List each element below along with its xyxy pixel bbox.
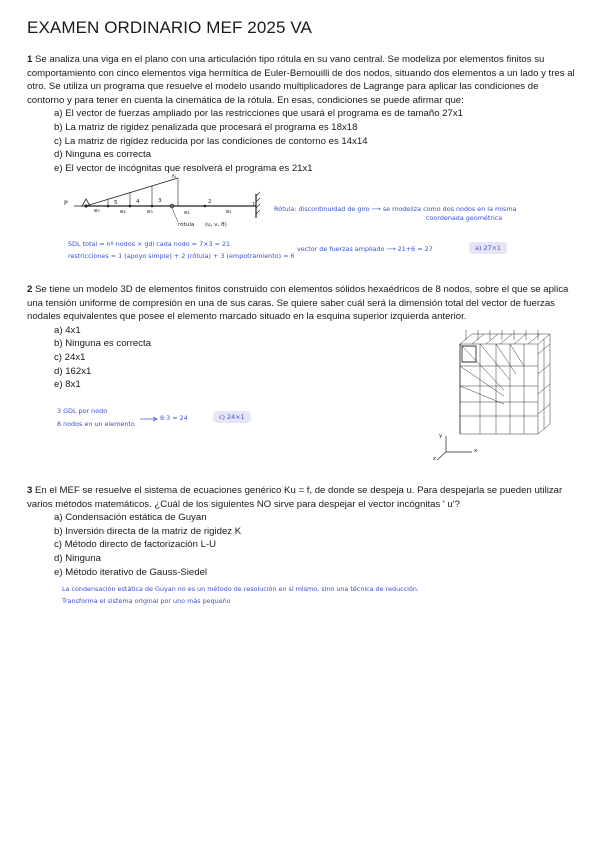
option-c: c) 24x1 xyxy=(54,351,86,363)
option-e: e) 8x1 xyxy=(54,379,81,391)
beam-label-e5: e₅ xyxy=(94,208,100,214)
question-number: 2 xyxy=(27,284,33,295)
hex-mesh-figure xyxy=(438,330,553,440)
note-calc: 8·3 = 24 xyxy=(160,414,188,422)
option-a: a) 4x1 xyxy=(54,324,81,336)
note-gdl-por-nodo: 3 GDL por nodo xyxy=(57,407,108,415)
question-number: 3 xyxy=(27,485,33,496)
option-a: a) El vector de fuerzas ampliado por las restricciones que usará el programa es de tamaño 27x1 xyxy=(54,108,464,120)
beam-node-4: 4 xyxy=(136,199,140,205)
arrow-icon xyxy=(140,416,158,422)
beam-label-f0: f₀ xyxy=(172,174,177,180)
note-rotula-line2: coordenada geométrica xyxy=(426,214,503,222)
question-2-text: 2 Se tiene un modelo 3D de elementos finitos construido con elementos sólidos hexaédricos de 8 nodos, sobre el que se aplica una tensión uniforme de compresión en una de sus caras. Se quiere saber cuál será la dimensión total del vector de fuerzas nodales equivalentes que posee el elemento marcado situado en la esquina superior izquierda anterior. xyxy=(27,284,569,323)
beam-label-rotula: rótula xyxy=(178,222,195,228)
note-restricciones: restricciones = 1 (apoyo simple) + 2 (rótula) + 3 (empotramiento) = 6 xyxy=(68,252,295,260)
question-1 xyxy=(27,53,577,175)
option-d: d) 162x1 xyxy=(54,365,92,377)
beam-node-5: 5 xyxy=(114,200,118,206)
beam-node-2: 2 xyxy=(208,199,212,205)
beam-sketch xyxy=(60,172,270,232)
question-3-options xyxy=(27,511,577,579)
note-guyan-line2: Transforma el sistema original por uno más pequeño xyxy=(62,597,231,605)
option-e: e) El vector de incógnitas que resolverá el programa es 21x1 xyxy=(54,162,313,174)
option-c: c) La matriz de rigidez reducida por las condiciones de contorno es 14x14 xyxy=(54,135,368,147)
beam-label-e4: e₄ xyxy=(120,209,126,215)
option-d: d) Ninguna es correcta xyxy=(54,149,152,161)
axis-z-label: z xyxy=(433,456,436,462)
note-nodos-elemento: 8 nodos en un elemento xyxy=(57,420,135,428)
beam-label-dof: (u, v, θ) xyxy=(205,222,227,228)
option-a: a) Condensación estática de Guyan xyxy=(54,512,207,524)
axis-y-label: y xyxy=(439,433,443,439)
question-3-text: 3 En el MEF se resuelve el sistema de ecuaciones genérico Ku = f, de donde se despeja u. Para despejarla se pueden utilizar varios métodos matemáticos. ¿Cuál de los siguientes NO sirve para despejar el vector incógnitas ' u'? xyxy=(27,485,563,510)
note-rotula-line1: Rótula: discontinuidad de giro ⟶ se modeliza como dos nodos en la misma xyxy=(274,205,517,213)
option-d: d) Ninguna xyxy=(54,552,101,564)
page-title: EXAMEN ORDINARIO MEF 2025 VA xyxy=(27,18,312,37)
question-1-options xyxy=(27,107,577,175)
question-number: 1 xyxy=(27,54,33,65)
beam-label-e1: e₁ xyxy=(226,209,232,215)
axis-x-label: x xyxy=(474,448,478,454)
option-b: b) La matriz de rigidez penalizada que procesará el programa es 18x18 xyxy=(54,121,358,133)
option-c: c) Método directo de factorización L-U xyxy=(54,539,217,551)
answer-highlight-q1: a) 27×1 xyxy=(469,242,507,254)
beam-label-e3: e₃ xyxy=(147,209,153,215)
question-3 xyxy=(27,484,577,579)
option-b: b) Inversión directa de la matriz de rigidez K xyxy=(54,525,242,537)
note-sdl: SDL total = nº nodos × gdl cada nodo = 7×3 = 21 xyxy=(68,240,231,248)
beam-node-1: 1 xyxy=(252,202,256,208)
question-1-text: 1 Se analiza una viga en el plano con una articulación tipo rótula en su vano central. Se modeliza por elementos finitos su comportamiento con cinco elementos viga hermítica de Euler-Bernouilli de dos nodos, situando dos elementos a un lado y tres al otro. Se utiliza un programa que resuelve el modelo usando multiplicadores de Lagrange para aplicar las condiciones de contorno y para tener en cuenta la cinemática de la rótula. En esas, condiciones se puede afirmar que: xyxy=(27,54,575,106)
option-e: e) Método iterativo de Gauss-Siedel xyxy=(54,566,208,578)
option-b: b) Ninguna es correcta xyxy=(54,338,152,350)
beam-label-e2: e₂ xyxy=(184,210,190,216)
beam-node-3: 3 xyxy=(158,198,162,204)
beam-label-p: P xyxy=(64,199,68,207)
note-guyan-line1: La condensación estática de Guyan no es un método de resolución en sí mismo, sino una técnica de reducción. xyxy=(62,585,419,593)
note-vector-ampliado: vector de fuerzas ampliado ⟶ 21+6 = 27 xyxy=(297,245,433,253)
answer-highlight-q2: c) 24×1 xyxy=(213,411,251,423)
